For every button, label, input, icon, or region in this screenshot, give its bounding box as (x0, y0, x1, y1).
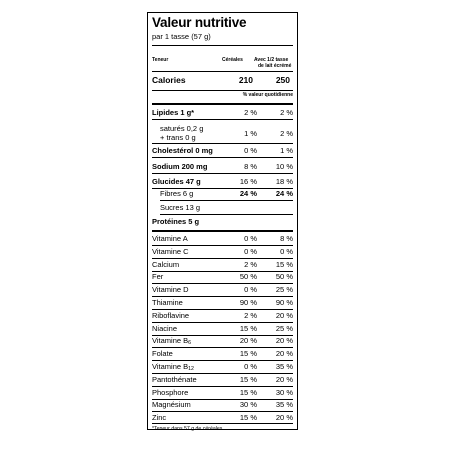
calories-label: Calories (152, 75, 186, 85)
nutrient-label: Protéines 5 g (152, 217, 200, 226)
vitamin-label-text: Riboflavine (152, 310, 190, 320)
vitamin-label-text: Vitamine A (152, 234, 188, 243)
vitamin-cereal-value: 15 % (239, 349, 257, 359)
vitamin-cereal-value: 15 % (239, 374, 257, 384)
nutrient-label: Sucres 13 g (160, 203, 201, 212)
vitamin-milk-value: 20 % (275, 413, 293, 423)
divider (152, 347, 293, 348)
vitamin-label-text: Magnésium (152, 400, 191, 410)
divider (152, 103, 293, 105)
vitamin-label-text: Vitamine C (152, 246, 189, 256)
divider (152, 143, 293, 144)
vitamin-label-text: Vitamine D (152, 285, 189, 295)
divider (160, 200, 293, 201)
nutrient-milk-value: 2 % (280, 129, 293, 138)
nutrient-cereal-value: 16 % (239, 177, 257, 186)
vitamin-label-text: Fer (152, 272, 164, 282)
nutrient-cereal-value: 8 % (244, 162, 257, 171)
divider (160, 214, 293, 215)
footnote: *Teneur dans 57 g de céréales (152, 426, 223, 432)
content-header: Teneur (152, 57, 169, 63)
vitamin-milk-value: 20 % (275, 310, 293, 320)
vitamin-label-text: Vitamine B (152, 336, 189, 346)
vitamin-label (152, 324, 177, 333)
milk-column-header-line2: de lait écrémé (258, 62, 292, 69)
calories-cereal: 210 (238, 75, 253, 85)
divider (152, 71, 293, 72)
divider (152, 90, 293, 91)
divider (152, 157, 293, 158)
vitamin-milk-value: 8 % (280, 234, 293, 243)
divider (152, 271, 293, 272)
divider (152, 173, 293, 174)
vitamin-milk-value: 15 % (275, 259, 293, 269)
nutrient-label: Glucides 47 g (152, 177, 201, 186)
vitamin-subscript: 12 (188, 366, 194, 372)
vitamin-label-text: Folate (152, 349, 173, 359)
nutrient-label: Sodium 200 mg (152, 162, 208, 171)
vitamin-label (152, 298, 183, 307)
vitamin-milk-value: 25 % (275, 285, 293, 295)
nutrient-milk-value: 1 % (280, 146, 293, 155)
cereal-column-header: Céréales (222, 57, 243, 63)
vitamin-milk-value: 35 % (275, 362, 293, 371)
vitamin-label (152, 349, 173, 358)
vitamin-label-text: Vitamine B (152, 362, 189, 371)
label-title: Valeur nutritive (152, 15, 247, 30)
vitamin-milk-value: 20 % (275, 336, 293, 346)
serving-size: par 1 tasse (57 g) (152, 32, 211, 41)
vitamin-label-text: Pantothénate (152, 374, 197, 384)
nutrient-milk-value: 2 % (280, 108, 293, 117)
vitamin-milk-value: 90 % (275, 298, 293, 307)
vitamin-cereal-value: 50 % (239, 272, 257, 282)
vitamin-label (152, 234, 188, 243)
nutrient-cereal-value: 1 % (244, 129, 257, 138)
vitamin-milk-value: 25 % (275, 323, 293, 333)
nutrient-cereal-value: 24 % (239, 189, 257, 198)
vitamin-label (152, 247, 189, 256)
nutrient-milk-value: 24 % (275, 189, 293, 198)
vitamin-label (152, 375, 197, 384)
vitamin-cereal-value: 0 % (244, 285, 257, 295)
nutrient-label: Cholestérol 0 mg (152, 146, 213, 155)
vitamin-label (152, 260, 179, 269)
vitamin-cereal-value: 90 % (239, 298, 257, 307)
divider (152, 119, 293, 120)
vitamin-cereal-value: 2 % (244, 259, 257, 269)
vitamin-label (152, 285, 189, 294)
nutrient-label: Lipides 1 g* (152, 108, 195, 117)
vitamin-label-text: Zinc (152, 413, 167, 423)
vitamin-label (152, 272, 163, 281)
vitamin-cereal-value: 30 % (239, 400, 257, 410)
nutrient-label: saturés 0,2 g (160, 124, 204, 133)
vitamin-label (152, 311, 189, 320)
vitamin-milk-value: 20 % (275, 374, 293, 384)
nutrient-cereal-value: 0 % (244, 146, 257, 155)
vitamin-cereal-value: 0 % (244, 362, 257, 371)
divider (152, 230, 293, 232)
vitamin-label-text: Calcium (152, 259, 180, 269)
vitamin-label (152, 362, 194, 371)
divider (152, 45, 293, 46)
vitamin-milk-value: 35 % (275, 400, 293, 410)
calories-milk: 250 (275, 75, 290, 85)
vitamin-cereal-value: 2 % (244, 310, 257, 320)
vitamin-label-text: Phosphore (152, 387, 189, 397)
divider (152, 411, 293, 412)
vitamin-subscript: 6 (188, 340, 192, 347)
nutrition-facts-label (147, 12, 298, 430)
vitamin-cereal-value: 15 % (239, 413, 257, 423)
vitamin-label (152, 336, 191, 345)
vitamin-cereal-value: 0 % (244, 246, 257, 256)
vitamin-cereal-value: 20 % (239, 336, 257, 346)
milk-column-header-line1: Avec 1/2 tasse (254, 57, 289, 63)
nutrient-cereal-value: 2 % (244, 108, 257, 117)
daily-value-header: % valeur quotidienne (242, 92, 293, 98)
vitamin-label-text: Thiamine (152, 298, 183, 307)
nutrient-milk-value: 18 % (275, 177, 293, 186)
vitamin-label-text: Niacine (152, 323, 178, 333)
vitamin-cereal-value: 15 % (239, 387, 257, 397)
vitamin-label (152, 413, 166, 422)
nutrient-label: Fibres 6 g (160, 189, 194, 198)
vitamin-cereal-value: 15 % (239, 323, 257, 333)
vitamin-milk-value: 50 % (275, 272, 293, 282)
vitamin-cereal-value: 0 % (244, 234, 257, 243)
vitamin-label (152, 388, 188, 397)
vitamin-label (152, 400, 191, 409)
vitamin-milk-value: 0 % (280, 246, 293, 256)
vitamin-milk-value: 20 % (275, 349, 293, 359)
nutrient-label-continued: + trans 0 g (160, 133, 196, 142)
divider (152, 423, 293, 424)
vitamin-milk-value: 30 % (275, 387, 293, 397)
nutrient-milk-value: 10 % (275, 162, 293, 171)
